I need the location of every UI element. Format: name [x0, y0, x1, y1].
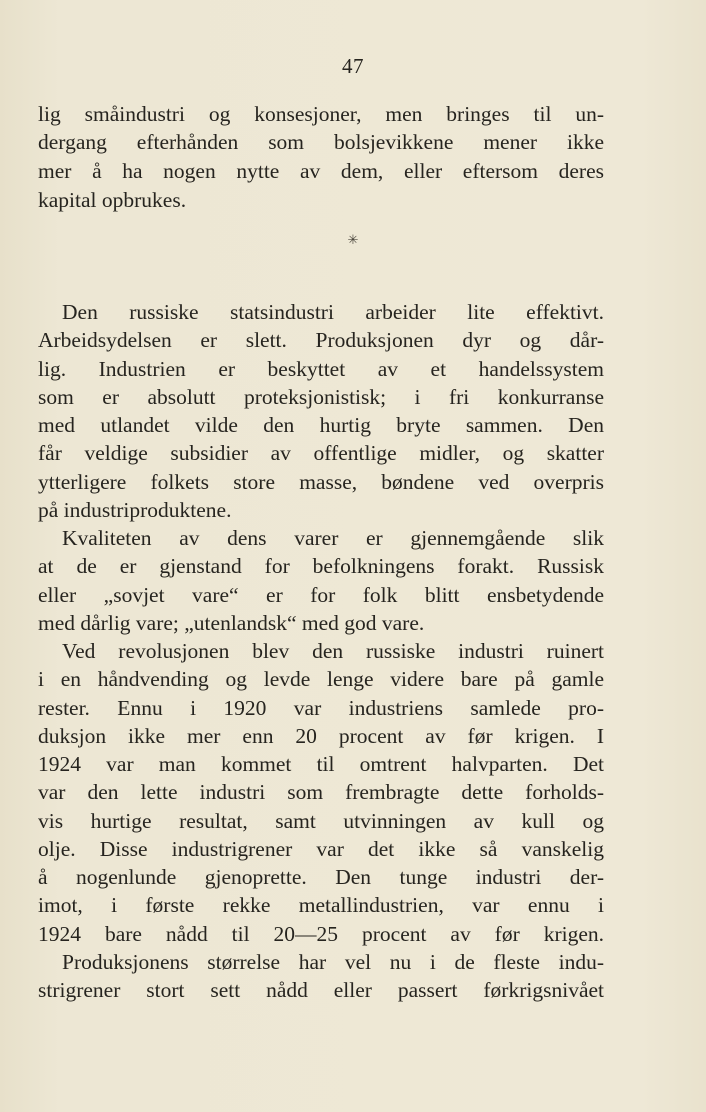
text-line: duksjon ikke mer enn 20 procent av før krigen. I	[38, 724, 604, 748]
text-line: 1924 bare nådd til 20—25 procent av før krigen.	[38, 922, 604, 946]
text-line: 1924 var man kommet til omtrent halvparten. Det	[38, 752, 604, 776]
text-line: vis hurtige resultat, samt utvinningen av kull og	[38, 809, 604, 833]
text-line: eller „sovjet vare“ er for folk blitt ensbetydende	[38, 583, 604, 607]
text-line: på industriproduktene.	[38, 498, 232, 522]
text-line: som er absolutt proteksjonistisk; i fri konkurranse	[38, 385, 604, 409]
text-line: Ved revolusjonen blev den russiske industri ruinert	[62, 639, 604, 663]
text-line: ytterligere folkets store masse, bøndene ved overpris	[38, 470, 604, 494]
text-line: olje. Disse industrigrener var det ikke så vanskelig	[38, 837, 604, 861]
text-line: Produksjonens størrelse har vel nu i de fleste indu-	[62, 950, 604, 974]
text-line: får veldige subsidier av offentlige midler, og skatter	[38, 441, 604, 465]
section-ornament: ✳	[347, 232, 359, 247]
text-line: lig. Industrien er beskyttet av et handelssystem	[38, 357, 604, 381]
page-number: 47	[342, 54, 364, 78]
text-line: var den lette industri som frembragte dette forholds-	[38, 780, 604, 804]
text-line: med dårlig vare; „utenlandsk“ med god vare.	[38, 611, 425, 635]
text-line: å nogenlunde gjenoprette. Den tunge industri der-	[38, 865, 604, 889]
text-line: i en håndvending og levde lenge videre bare på gamle	[38, 667, 604, 691]
text-line: rester. Ennu i 1920 var industriens samlede pro-	[38, 696, 604, 720]
text-line: dergang efterhånden som bolsjevikkene mener ikke	[38, 130, 604, 154]
text-line: Den russiske statsindustri arbeider lite effektivt.	[62, 300, 604, 324]
text-line: kapital opbrukes.	[38, 188, 187, 212]
text-line: strigrener stort sett nådd eller passert førkrigsnivået	[38, 978, 604, 1002]
text-line: lig småindustri og konsesjoner, men bringes til un-	[38, 102, 604, 126]
text-line: med utlandet vilde den hurtig bryte sammen. Den	[38, 413, 604, 437]
text-line: imot, i første rekke metallindustrien, var ennu i	[38, 893, 604, 917]
text-line: Arbeidsydelsen er slett. Produksjonen dyr og dår-	[38, 328, 604, 352]
text-line: Kvaliteten av dens varer er gjennemgående slik	[62, 526, 604, 550]
text-line: at de er gjenstand for befolkningens forakt. Russisk	[38, 554, 604, 578]
text-line: mer å ha nogen nytte av dem, eller eftersom deres	[38, 159, 604, 183]
